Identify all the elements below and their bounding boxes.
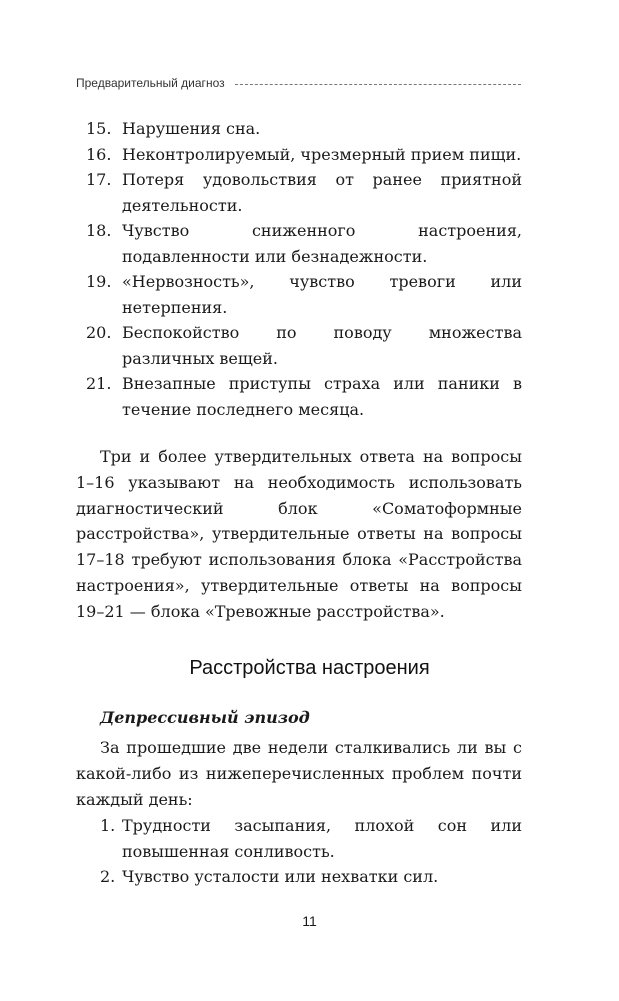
subsection-title: Депрессивный эпизод: [100, 708, 310, 727]
item-text: Чувство сниженного настроения, подавленности или безнадежности.: [122, 221, 522, 266]
item-text: «Нервозность», чувство тревоги или нетерпения.: [122, 272, 522, 317]
list-item: [86, 116, 522, 142]
depression-symptom-list: [100, 813, 522, 890]
item-number: 21.: [86, 374, 112, 393]
list-item: [86, 269, 522, 320]
page-number: 11: [302, 913, 317, 929]
running-title: Предварительный диагноз: [76, 76, 225, 90]
item-text: Нарушения сна.: [122, 119, 261, 138]
item-text: Трудности засыпания, плохой сон или повышенная сонливость.: [122, 816, 522, 861]
item-number: 17.: [86, 170, 112, 189]
item-number: 18.: [86, 221, 112, 240]
item-text: Потеря удовольствия от ранее приятной деятельности.: [122, 170, 522, 215]
item-number: 15.: [86, 119, 112, 138]
list-item: [86, 218, 522, 269]
running-header: [76, 76, 521, 90]
item-text: Чувство усталости или нехватки сил.: [122, 867, 439, 886]
item-text: Внезапные приступы страха или паники в течение последнего месяца.: [122, 374, 522, 419]
item-number: 2.: [100, 867, 116, 886]
header-dashed-rule: [235, 84, 521, 85]
intro-paragraph: За прошедшие две недели сталкивались ли вы с какой-либо из нижеперечисленных проблем почти каждый день:: [76, 738, 522, 809]
list-item: [86, 142, 522, 168]
list-item: [100, 813, 522, 864]
list-item: [86, 167, 522, 218]
list-item: [86, 371, 522, 422]
item-number: 20.: [86, 323, 112, 342]
item-number: 1.: [100, 816, 116, 835]
symptom-list-continued: [86, 116, 522, 422]
section-title: Расстройства настроения: [189, 657, 430, 679]
item-text: Неконтролируемый, чрезмерный прием пищи.: [122, 144, 522, 164]
item-text: Беспокойство по поводу множества различных вещей.: [122, 323, 522, 368]
body-paragraph: Три и более утвердительных ответа на вопросы 1–16 указывают на необходимость использовать диагностический блок «Соматоформные расстройства», утвердительные ответы на вопросы 17–18 требуют использования блока «Расстройства настроения», утвердительные ответы на вопросы 19–21 — блока «Тревожные расстройства».: [76, 447, 522, 621]
list-item: [86, 320, 522, 371]
list-item: [100, 864, 522, 890]
item-number: 16.: [86, 144, 112, 164]
item-number: 19.: [86, 272, 112, 291]
